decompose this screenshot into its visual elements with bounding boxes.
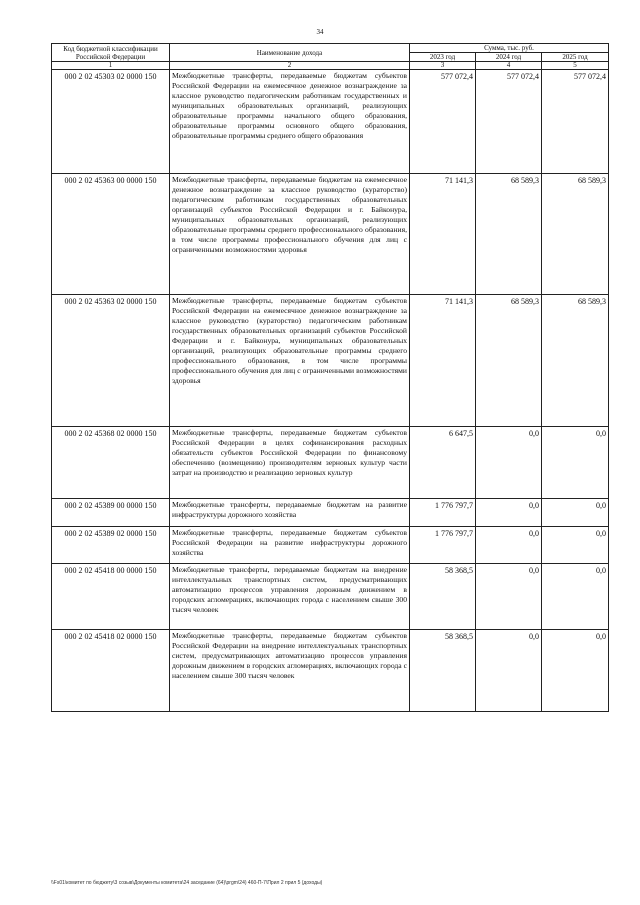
- amount-2023: 58 368,5: [410, 630, 476, 712]
- column-number-2: 2: [170, 62, 410, 70]
- amount-2024: 577 072,4: [476, 70, 542, 174]
- budget-code: 000 2 02 45368 02 0000 150: [52, 427, 170, 499]
- amount-2025: 0,0: [542, 630, 609, 712]
- amount-2024: 68 589,3: [476, 174, 542, 295]
- revenue-name: Межбюджетные трансферты, передаваемые бюджетам на ежемесячное денежное вознаграждение за классное руководство (кураторство) педагогическим работникам государственных образовательных организаций субъектов Российской Федерации и г. Байконура, муниципальных образовательных организаций, реализующих образовательные программы среднего профессионального образования, в том числе программы профессионального обучения для лиц с ограниченными возможностями здоровья: [170, 174, 410, 295]
- budget-code: 000 2 02 45363 02 0000 150: [52, 295, 170, 427]
- amount-2023: 6 647,5: [410, 427, 476, 499]
- budget-revenue-table: [51, 43, 609, 712]
- header-year-2025: 2025 год: [542, 53, 609, 62]
- revenue-name: Межбюджетные трансферты, передаваемые бюджетам на развитие инфраструктуры дорожного хозяйства: [170, 499, 410, 527]
- table-row: [52, 564, 609, 630]
- amount-2023: 577 072,4: [410, 70, 476, 174]
- amount-2023: 58 368,5: [410, 564, 476, 630]
- revenue-name: Межбюджетные трансферты, передаваемые бюджетам субъектов Российской Федерации на ежемесячное денежное вознаграждение за классное руководство педагогическим работникам государственных и муниципальных образовательных организаций, реализующих образовательные программы начального общего образования, образовательные программы основного общего образования, образовательные программы среднего общего образования: [170, 70, 410, 174]
- amount-2024: 0,0: [476, 630, 542, 712]
- table-row: [52, 427, 609, 499]
- amount-2024: 0,0: [476, 527, 542, 564]
- table-row: [52, 630, 609, 712]
- revenue-name: Межбюджетные трансферты, передаваемые бюджетам субъектов Российской Федерации на ежемесячное денежное вознаграждение за классное руководство (кураторство) педагогическим работникам государственных образовательных организаций субъектов Российской Федерации и г. Байконура, муниципальных образовательных организаций, реализующих образовательные программы среднего профессионального образования, в том числе программы профессионального обучения для лиц с ограниченными возможностями здоровья: [170, 295, 410, 427]
- amount-2025: 0,0: [542, 427, 609, 499]
- revenue-name: Межбюджетные трансферты, передаваемые бюджетам субъектов Российской Федерации на внедрение интеллектуальных транспортных систем, предусматривающих автоматизацию процессов управления дорожным движением в городских агломерациях, включающих города с населением свыше 300 тысяч человек: [170, 630, 410, 712]
- budget-code: 000 2 02 45363 00 0000 150: [52, 174, 170, 295]
- amount-2024: 0,0: [476, 499, 542, 527]
- revenue-name: Межбюджетные трансферты, передаваемые бюджетам субъектов Российской Федерации на развитие инфраструктуры дорожного хозяйства: [170, 527, 410, 564]
- column-number-5: 5: [542, 62, 609, 70]
- table-row: [52, 527, 609, 564]
- amount-2024: 68 589,3: [476, 295, 542, 427]
- page-number: 34: [316, 28, 324, 36]
- budget-code: 000 2 02 45418 02 0000 150: [52, 630, 170, 712]
- amount-2025: 0,0: [542, 564, 609, 630]
- amount-2023: 71 141,3: [410, 295, 476, 427]
- column-number-1: 1: [52, 62, 170, 70]
- table-row: [52, 295, 609, 427]
- revenue-name: Межбюджетные трансферты, передаваемые бюджетам субъектов Российской Федерации в целях софинансирования расходных обязательств субъектов Российской Федерации по финансовому обеспечению (возмещению) производителям зерновых культур части затрат на производство и реализацию зерновых культур: [170, 427, 410, 499]
- header-code-column: Код бюджетной классификации Российской Федерации: [52, 44, 170, 62]
- amount-2023: 71 141,3: [410, 174, 476, 295]
- table-row: [52, 499, 609, 527]
- amount-2024: 0,0: [476, 564, 542, 630]
- amount-2025: 68 589,3: [542, 295, 609, 427]
- amount-2025: 577 072,4: [542, 70, 609, 174]
- budget-code: 000 2 02 45389 02 0000 150: [52, 527, 170, 564]
- column-number-3: 3: [410, 62, 476, 70]
- amount-2025: 68 589,3: [542, 174, 609, 295]
- table-row: [52, 70, 609, 174]
- revenue-name: Межбюджетные трансферты, передаваемые бюджетам на внедрение интеллектуальных транспортных систем, предусматривающих автоматизацию процессов управления дорожным движением в городских агломерациях, включающих города с населением свыше 300 тысяч человек: [170, 564, 410, 630]
- table-row: [52, 174, 609, 295]
- header-year-2024: 2024 год: [476, 53, 542, 62]
- amount-2025: 0,0: [542, 499, 609, 527]
- header-name-column: Наименование дохода: [170, 44, 410, 62]
- budget-code: 000 2 02 45418 00 0000 150: [52, 564, 170, 630]
- budget-code: 000 2 02 45389 00 0000 150: [52, 499, 170, 527]
- header-year-2023: 2023 год: [410, 53, 476, 62]
- amount-2023: 1 776 797,7: [410, 527, 476, 564]
- amount-2024: 0,0: [476, 427, 542, 499]
- amount-2025: 0,0: [542, 527, 609, 564]
- amount-2023: 1 776 797,7: [410, 499, 476, 527]
- column-number-4: 4: [476, 62, 542, 70]
- header-sum-column: Сумма, тыс. руб.: [410, 44, 609, 53]
- budget-code: 000 2 02 45303 02 0000 150: [52, 70, 170, 174]
- file-path-footer: \\Fs01\комитет по бюджету\3 созыв\Документы комитета\24 заседание (64)\prgm\24) 460-П-7\Прил 2 прил 5 (доходы): [51, 880, 323, 886]
